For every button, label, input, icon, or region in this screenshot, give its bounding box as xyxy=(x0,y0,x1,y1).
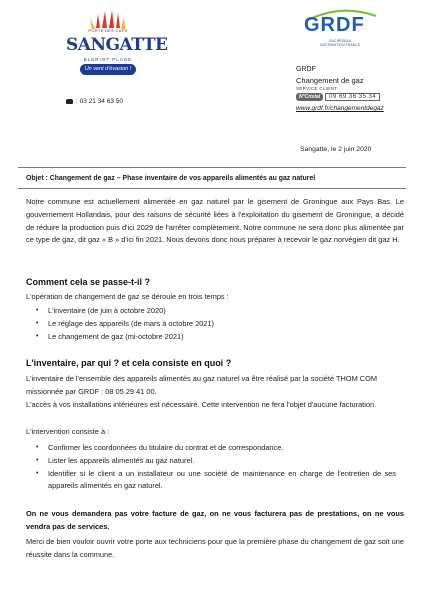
section1-lead: L'opération de changement de gaz se déroule en trois temps : xyxy=(26,292,229,301)
cristal-label: N°Cristal xyxy=(296,93,323,101)
section2-list xyxy=(26,442,396,493)
letter-date: Sangatte, le 2 juin 2020 xyxy=(300,146,372,153)
town-phone-number: 03 21 34 63 50 xyxy=(79,98,123,105)
list-item: • Confirmer les coordonnées du titulaire du contrat et de correspondance. xyxy=(26,442,396,455)
grdf-wordmark: GRDF xyxy=(304,14,365,36)
section2-paragraph-1: L'inventaire de l'ensemble des appareils alimentés au gaz naturel va être réalisé par la société THOM COM missionnée par GRDF : 08 05 29 41 00. xyxy=(26,374,378,396)
list-item: • Identifier si le client a un installateur ou une société de maintenance en charge de l'entretien de ses appareils alimentés en gaz naturel. xyxy=(26,468,396,494)
town-phone: : 03 21 34 63 50 xyxy=(66,98,123,105)
list-item: • Lister les appareils alimentés au gaz naturel. xyxy=(26,455,396,468)
grdf-tagline-1: GAZ RÉSEAU xyxy=(328,39,352,43)
list-item: • L'inventaire (de juin à octobre 2020) xyxy=(26,305,396,318)
section1-heading: Comment cela se passe-t-il ? xyxy=(26,277,151,287)
list-item: • Le réglage des appareils (de mars à octobre 2021) xyxy=(26,318,396,331)
logo-name: SANGATTE xyxy=(66,35,168,55)
warning-notice: On ne vous demandera pas votre facture de gaz, on ne vous facturera pas de prestations, on ne vous vendra pas de services. xyxy=(26,509,404,531)
section2-paragraph-2: L'accès à vos installations intérieures est nécessaire. Cette intervention ne fera l'objet d'aucune facturation. xyxy=(26,400,377,409)
divider-top xyxy=(18,167,406,168)
logo-top-text: PORTE DES CAPS xyxy=(88,28,128,33)
letter-subject: Objet : Changement de gaz – Phase inventaire de vos appareils alimentés au gaz naturel xyxy=(26,175,316,182)
phone-icon xyxy=(66,99,73,104)
list-item: • Le changement de gaz (mi-octobre 2021) xyxy=(26,331,396,344)
grdf-department: Changement de gaz xyxy=(296,76,364,85)
grdf-address-block xyxy=(296,66,406,112)
section2-lead: L'intervention consiste à : xyxy=(26,427,110,436)
grdf-logo xyxy=(300,12,380,52)
section1-list xyxy=(26,305,396,343)
divider-bottom xyxy=(18,188,406,189)
cristal-number xyxy=(296,92,406,102)
grdf-website-link[interactable]: www.grdf.fr/changementdegaz xyxy=(296,105,384,112)
grdf-org: GRDF xyxy=(296,66,316,73)
cristal-phone: 09 69 36 35 34 xyxy=(325,93,380,101)
logo-sub-text: BLERIOT PLAGE xyxy=(83,57,133,62)
sangatte-logo xyxy=(66,8,168,90)
logo-slogan: Un vent d'évasion ! xyxy=(84,66,132,72)
intro-paragraph: Notre commune est actuellement alimentée en gaz naturel par le gisement de Groningue aux Pays Bas. Le gouvernement Hollandais, pour des raisons de sécurité liées à l'exploitation du gisement de Groningue, a décidé de réduire la production puis d'ici 2029 de l'arrêter complètement. Notre commune ne sera donc plus alimentée par ce type de gaz, dit gaz « B » d'ici fin 2021. Nous devons donc nous préparer à recevoir le gaz norvégien dit gaz H. xyxy=(26,197,404,245)
section2-heading: L'inventaire, par qui ? et cela consiste en quoi ? xyxy=(26,358,232,368)
grdf-tagline xyxy=(300,39,380,47)
grdf-tagline-2: DISTRIBUTION FRANCE xyxy=(319,43,361,47)
closing-paragraph: Merci de bien vouloir ouvrir votre porte aux techniciens pour que la première phase du changement de gaz soit une réussite dans la commune. xyxy=(26,537,404,559)
grdf-service: SERVICE CLIENT xyxy=(296,86,338,91)
